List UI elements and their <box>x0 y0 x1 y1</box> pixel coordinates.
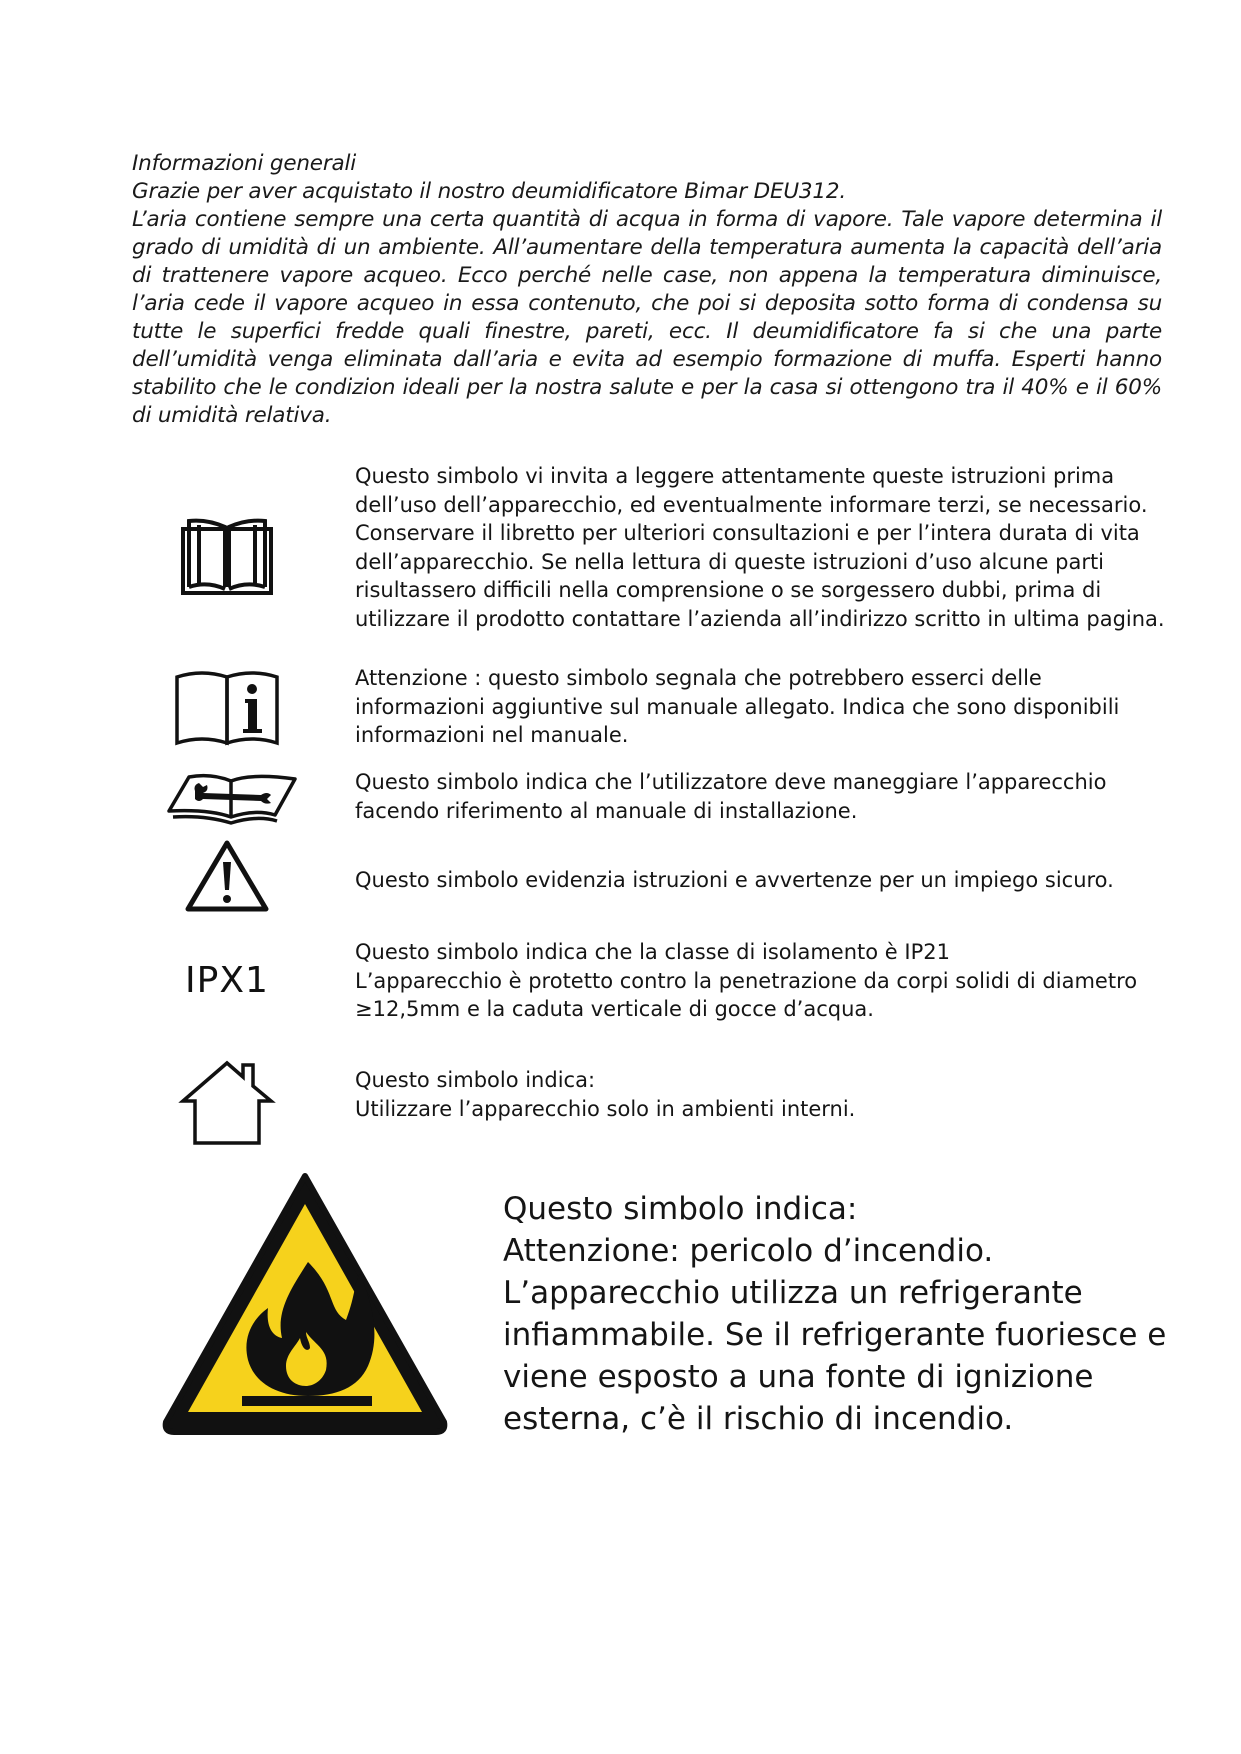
intro-body: L’aria contiene sempre una certa quantità di acqua in forma di vapore. Tale vapore determina il grado di umidità di un ambiente. All’aumentare della temperatura aumenta la capacità dell’aria di trattenere vapore acqueo. Ecco perché nelle case, non appena la temperatura diminuisce, l’aria cede il vapore acqueo in essa contenuto, che poi si deposita sotto forma di condensa su tutte le superfici fredde quali finestre, pareti, ecc. Il deumidificatore fa si che una parte dell’umidità venga eliminata dall’aria e evita ad esempio formazione di muffa. Esperti hanno stabilito che le condizion ideali per la nostra salute e per la casa si ottengono tra il 40% e il 60% di umidità relativa. <box>132 207 1162 428</box>
open-book-icon <box>172 512 282 602</box>
symbol-row-install-manual <box>132 768 1162 838</box>
symbol-row-info-manual <box>132 664 1162 754</box>
ipx1-line1: Questo simbolo indica che la classe di isolamento è IP21 <box>355 940 950 964</box>
read-manual-description: Questo simbolo vi invita a leggere attentamente queste istruzioni prima dell’uso dell’apparecchio, ed eventualmente informare terzi, se necessario. Conservare il libretto per ulteriori consultazioni e per l’intera durata di vita dell’apparecchio. Se nella lettura di queste istruzioni d’uso alcune parti risultassero difficili nella comprensione o se sorgessero dubbi, prima di utilizzare il prodotto contattare l’azienda all’indirizzo scritto in ultima pagina. <box>355 464 1165 631</box>
fire-line2: Attenzione: pericolo d’incendio. <box>503 1233 994 1269</box>
flammable-warning-icon <box>160 1170 450 1440</box>
info-manual-text <box>355 664 1165 750</box>
wrench-book-icon <box>162 768 302 828</box>
ipx1-text <box>355 938 1165 1024</box>
indoor-line1: Questo simbolo indica: <box>355 1068 596 1092</box>
warning-description: Questo simbolo evidenzia istruzioni e avvertenze per un impiego sicuro. <box>355 868 1114 892</box>
install-manual-text <box>355 768 1165 825</box>
info-book-icon <box>172 668 282 748</box>
symbol-row-ipx1 <box>132 938 1162 1028</box>
warning-text <box>355 866 1165 895</box>
flammable-warning-text <box>503 1188 1183 1440</box>
ipx1-line2: L’apparecchio è protetto contro la penetrazione da corpi solidi di diametro ≥12,5mm e la caduta verticale di gocce d’acqua. <box>355 968 1138 1021</box>
install-manual-description: Questo simbolo indica che l’utilizzatore deve maneggiare l’apparecchio facendo riferimento al manuale di installazione. <box>355 770 1107 823</box>
warning-triangle-icon <box>172 836 282 916</box>
info-manual-description: Attenzione : questo simbolo segnala che potrebbero esserci delle informazioni aggiuntive sul manuale allegato. Indica che sono disponibili informazioni nel manuale. <box>355 666 1120 747</box>
fire-line3: L’apparecchio utilizza un refrigerante infiammabile. Se il refrigerante fuoriesce e viene esposto a una fonte di ignizione esterna, c’è il rischio di incendio. <box>503 1275 1167 1437</box>
intro-section <box>132 150 1162 430</box>
symbol-row-indoor <box>132 1058 1162 1148</box>
read-manual-text <box>355 462 1165 633</box>
ipx1-label-box <box>172 950 282 1010</box>
symbol-row-warning <box>132 836 1162 916</box>
indoor-line2: Utilizzare l’apparecchio solo in ambienti interni. <box>355 1096 856 1121</box>
ipx1-label: IPX1 <box>185 959 269 1001</box>
indoor-text <box>355 1066 1165 1123</box>
house-icon <box>172 1058 282 1148</box>
symbol-row-read-manual <box>132 462 1165 662</box>
intro-thanks: Grazie per aver acquistato il nostro deumidificatore Bimar DEU312. <box>132 179 846 204</box>
intro-heading: Informazioni generali <box>132 151 356 176</box>
fire-line1: Questo simbolo indica: <box>503 1191 858 1227</box>
